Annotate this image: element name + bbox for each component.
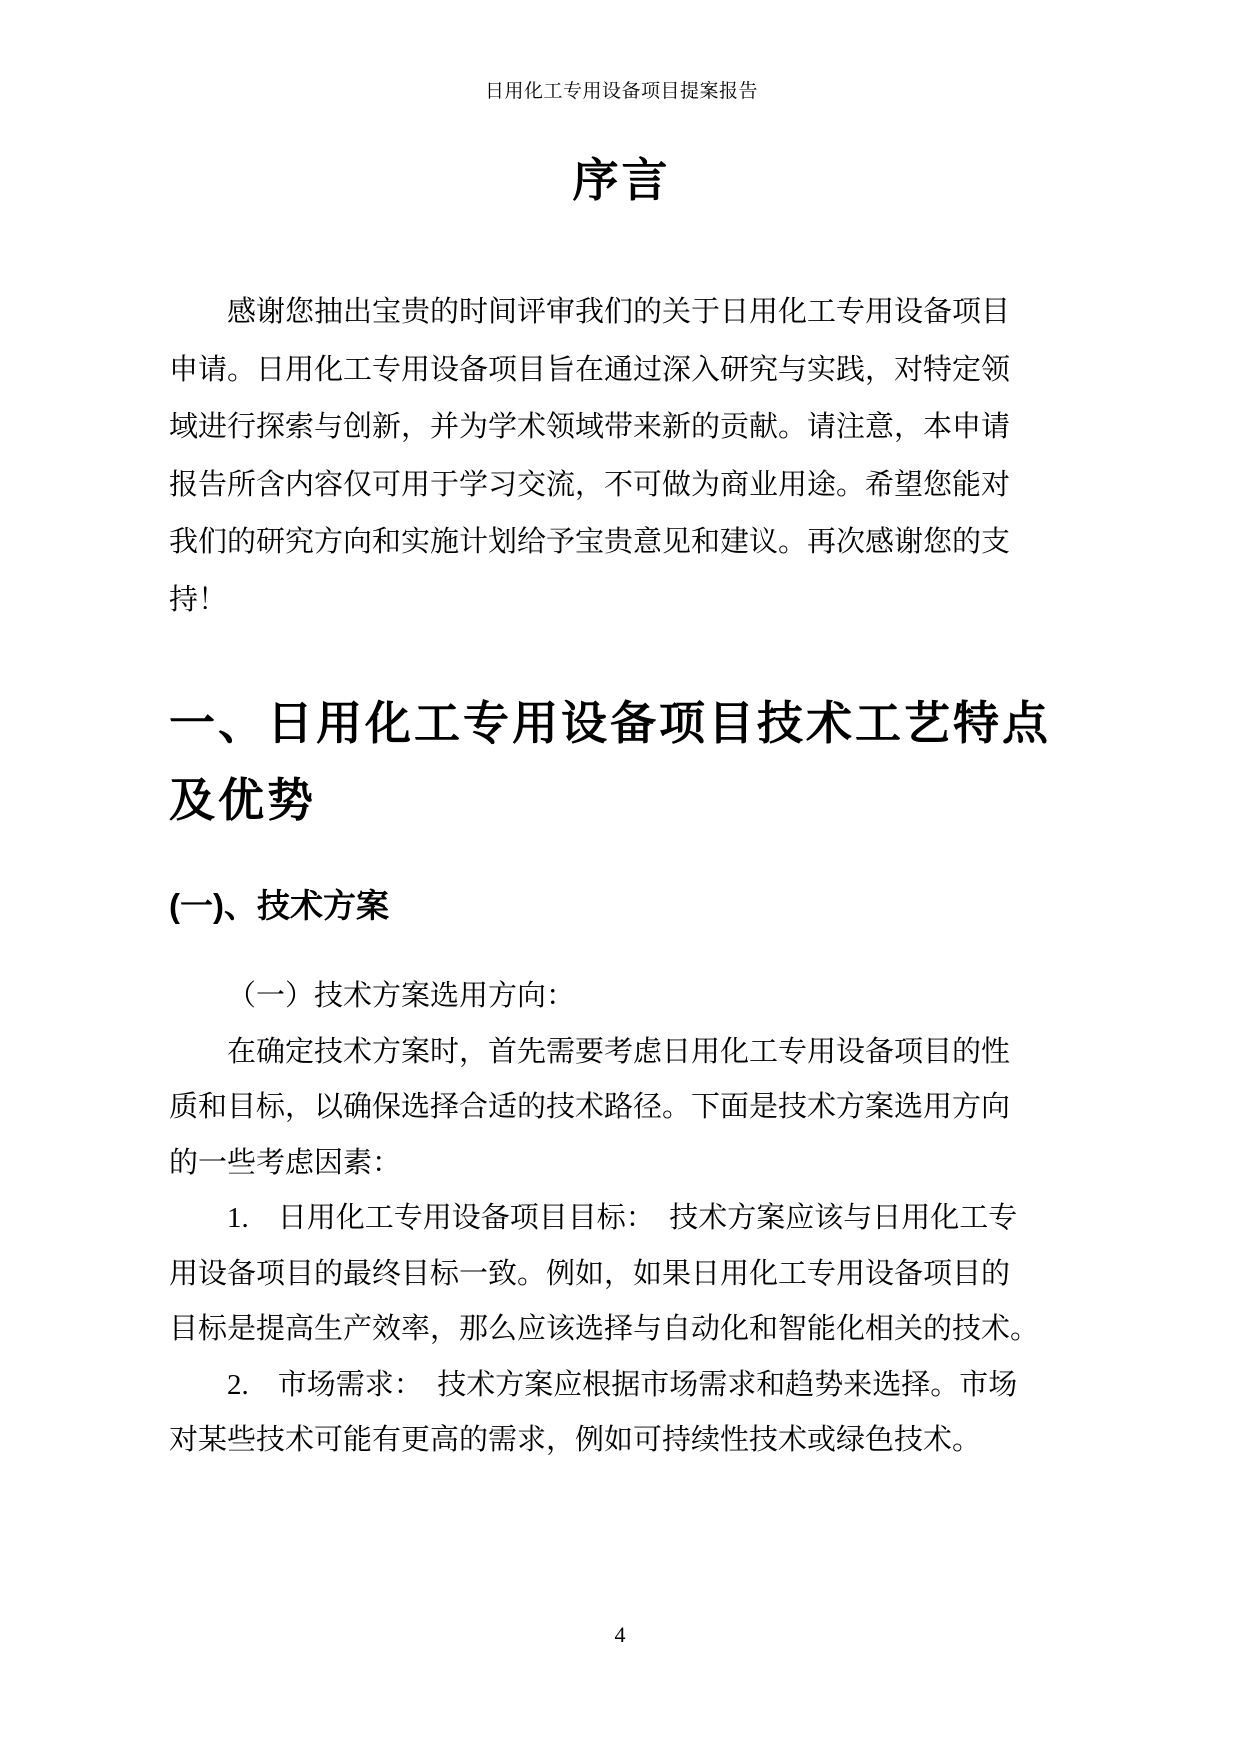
body-line: 在确定技术方案时，首先需要考虑日用化工专用设备项目的性 <box>227 1035 1011 1068</box>
page-header <box>169 81 1074 103</box>
preface-line: 持！ <box>169 583 228 616</box>
body-line: 对某些技术可能有更高的需求，例如可持续性技术或绿色技术。 <box>169 1424 982 1456</box>
subsection-heading-text: (一)、技术方案 <box>169 887 389 924</box>
body-line: （一）技术方案选用方向： <box>227 980 576 1012</box>
preface-line: 域进行探索与创新，并为学术领域带来新的贡献。请注意，本申请 <box>169 411 1011 443</box>
preface-paragraph <box>169 284 1074 629</box>
subsection-heading <box>169 881 1074 931</box>
body-line: 质和目标，以确保选择合适的技术路径。下面是技术方案选用方向 <box>169 1091 1011 1123</box>
section-heading <box>169 685 1074 839</box>
preface-line: 报告所含内容仅可用于学习交流，不可做为商业用途。希望您能对 <box>169 468 1011 501</box>
section-heading-line: 一、日用化工专用设备项目技术工艺特点 <box>169 697 1051 749</box>
body-line: 目标是提高生产效率，那么应该选择与自动化和智能化相关的技术。 <box>169 1313 1040 1345</box>
body-line: 2. 市场需求： 技术方案应根据市场需求和趋势来选择。市场 <box>227 1368 1018 1401</box>
section-heading-line: 及优势 <box>169 774 316 826</box>
preface-line: 申请。日用化工专用设备项目旨在通过深入研究与实践，对特定领 <box>169 353 1011 386</box>
body-line: 的一些考虑因素： <box>169 1146 402 1179</box>
body-line: 1. 日用化工专用设备项目目标： 技术方案应该与日用化工专 <box>227 1202 1018 1234</box>
section-body <box>169 969 1074 1469</box>
page-header-title: 日用化工专用设备项目提案报告 <box>484 81 758 102</box>
page-number: 4 <box>614 1622 626 1647</box>
preface-line: 我们的研究方向和实施计划给予宝贵意见和建议。再次感谢您的支 <box>169 526 1011 558</box>
preface-line: 感谢您抽出宝贵的时间评审我们的关于日用化工专用设备项目 <box>227 296 1011 328</box>
document-title: 序言 <box>572 154 671 206</box>
body-line: 用设备项目的最终目标一致。例如，如果日用化工专用设备项目的 <box>169 1257 1011 1290</box>
